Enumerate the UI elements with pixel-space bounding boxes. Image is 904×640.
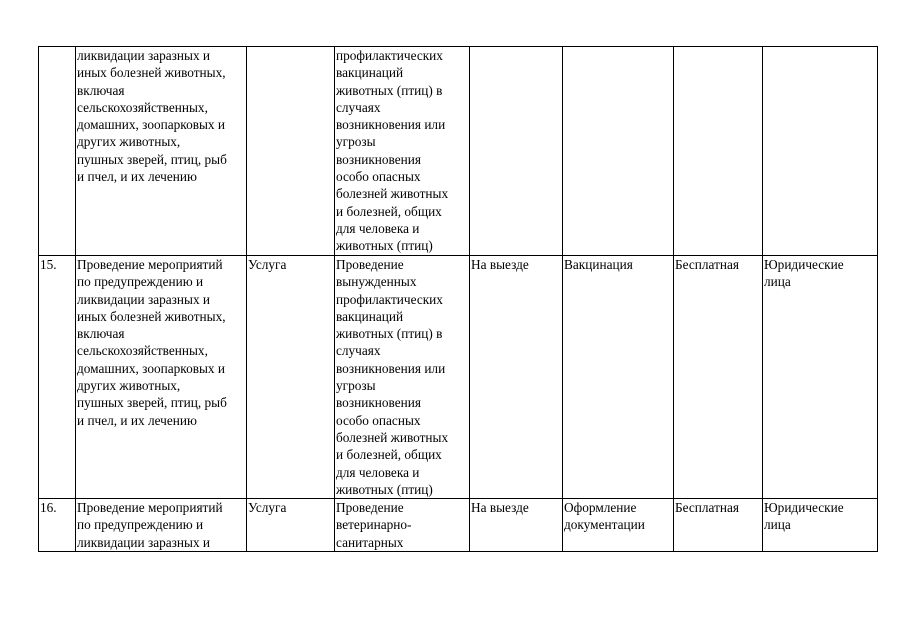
service-payment-cell [674, 47, 763, 256]
service-type-cell: Услуга [247, 256, 335, 499]
service-type-cell [247, 47, 335, 256]
service-result-cell: Оформление документации [563, 499, 674, 552]
service-name-cell: Проведение мероприятий по предупреждению и ликвидации заразных и [76, 499, 247, 552]
service-name-cell: ликвидации заразных и иных болезней животных, включая сельскохозяйственных, домашних, зоопарковых и других животных, пушных зверей, птиц, рыб и пчел, и их лечению [76, 47, 247, 256]
service-content-cell: профилактических вакцинаций животных (птиц) в случаях возникновения или угрозы возникновения особо опасных болезней животных и болезней, общих для человека и животных (птиц) [335, 47, 470, 256]
row-number-cell: 15. [39, 256, 76, 499]
service-payment-cell: Бесплатная [674, 499, 763, 552]
service-place-cell: На выезде [470, 499, 563, 552]
table-row [39, 499, 878, 552]
service-content-cell: Проведение ветеринарно- санитарных [335, 499, 470, 552]
service-result-cell: Вакцинация [563, 256, 674, 499]
service-recipients-cell: Юридические лица [763, 256, 878, 499]
service-name-cell: Проведение мероприятий по предупреждению и ликвидации заразных и иных болезней животных, включая сельскохозяйственных, домашних, зоопарковых и других животных, пушных зверей, птиц, рыб и пчел, и их лечению [76, 256, 247, 499]
service-result-cell [563, 47, 674, 256]
service-recipients-cell: Юридические лица [763, 499, 878, 552]
services-table [38, 46, 878, 552]
service-type-cell: Услуга [247, 499, 335, 552]
row-number-cell [39, 47, 76, 256]
service-recipients-cell [763, 47, 878, 256]
service-place-cell: На выезде [470, 256, 563, 499]
service-place-cell [470, 47, 563, 256]
table-row [39, 256, 878, 499]
table-row [39, 47, 878, 256]
service-payment-cell: Бесплатная [674, 256, 763, 499]
row-number-cell: 16. [39, 499, 76, 552]
service-content-cell: Проведение вынужденных профилактических вакцинаций животных (птиц) в случаях возникновения или угрозы возникновения особо опасных болезней животных и болезней, общих для человека и животных (птиц) [335, 256, 470, 499]
